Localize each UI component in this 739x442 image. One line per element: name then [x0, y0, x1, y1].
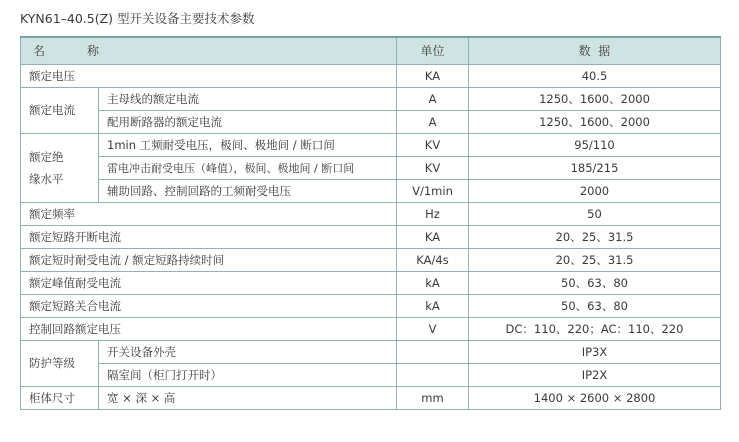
row-label: 额定短路关合电流 [21, 295, 397, 318]
row-sublabel: 1min 工频耐受电压，极间、极地间 / 断口间 [99, 134, 397, 157]
table-row [21, 65, 721, 88]
row-sublabel: 开关设备外壳 [99, 341, 397, 364]
table-row [21, 180, 721, 203]
row-value: 40.5 [469, 65, 721, 88]
row-unit: kA [397, 272, 469, 295]
row-value: 50、63、80 [469, 272, 721, 295]
row-value: IP3X [469, 341, 721, 364]
row-value: 2000 [469, 180, 721, 203]
row-label: 额定短时耐受电流 / 额定短路持续时间 [21, 249, 397, 272]
row-value: 95/110 [469, 134, 721, 157]
row-sublabel: 雷电冲击耐受电压（峰值），极间、极地间 / 断口间 [99, 157, 397, 180]
table-row [21, 341, 721, 364]
row-label: 额定峰值耐受电流 [21, 272, 397, 295]
row-unit: A [397, 111, 469, 134]
table-row [21, 249, 721, 272]
group-label: 柜体尺寸 [21, 387, 99, 410]
row-label: 额定电压 [21, 65, 397, 88]
row-value: 20、25、31.5 [469, 226, 721, 249]
row-value: 20、25、31.5 [469, 249, 721, 272]
table-row [21, 295, 721, 318]
row-unit: KV [397, 134, 469, 157]
table-row [21, 157, 721, 180]
table-row [21, 88, 721, 111]
row-unit: KA [397, 226, 469, 249]
group-label-line-1: 额定绝 [29, 150, 64, 164]
row-value: 50 [469, 203, 721, 226]
row-unit: KA/4s [397, 249, 469, 272]
header-name-char-2: 称 [87, 43, 100, 58]
table-row [21, 272, 721, 295]
spec-table [20, 36, 721, 410]
row-sublabel: 配用断路器的额定电流 [99, 111, 397, 134]
row-unit: KA [397, 65, 469, 88]
table-row [21, 111, 721, 134]
row-sublabel: 主母线的额定电流 [99, 88, 397, 111]
row-value: DC：110、220；AC：110、220 [469, 318, 721, 341]
row-value: IP2X [469, 364, 721, 387]
row-unit: mm [397, 387, 469, 410]
group-label-line-2: 缘水平 [29, 172, 64, 186]
row-unit: V/1min [397, 180, 469, 203]
header-data: 数 据 [469, 37, 721, 65]
row-unit [397, 341, 469, 364]
group-label: 防护等级 [21, 341, 99, 387]
document-title: KYN61–40.5(Z) 型开关设备主要技术参数 [20, 11, 255, 26]
header-name-char-1: 名 [33, 43, 46, 58]
row-unit: KV [397, 157, 469, 180]
row-unit: kA [397, 295, 469, 318]
row-label: 控制回路额定电压 [21, 318, 397, 341]
row-value: 1400 × 2600 × 2800 [469, 387, 721, 410]
row-sublabel: 隔室间（柜门打开时） [99, 364, 397, 387]
row-unit [397, 364, 469, 387]
table-row [21, 226, 721, 249]
table-header-row [21, 37, 721, 65]
row-label: 额定频率 [21, 203, 397, 226]
row-value: 1250、1600、2000 [469, 111, 721, 134]
row-sublabel: 辅助回路、控制回路的工频耐受电压 [99, 180, 397, 203]
row-unit: A [397, 88, 469, 111]
table-row [21, 364, 721, 387]
row-sublabel: 宽 × 深 × 高 [99, 387, 397, 410]
row-value: 1250、1600、2000 [469, 88, 721, 111]
header-name-cell [21, 37, 397, 65]
row-unit: Hz [397, 203, 469, 226]
row-label: 额定短路开断电流 [21, 226, 397, 249]
group-label: 额定电流 [21, 88, 99, 134]
table-row [21, 387, 721, 410]
table-row [21, 318, 721, 341]
group-label [21, 134, 99, 203]
table-row [21, 203, 721, 226]
table-row [21, 134, 721, 157]
row-value: 185/215 [469, 157, 721, 180]
header-unit: 单位 [397, 37, 469, 65]
row-unit: V [397, 318, 469, 341]
row-value: 50、63、80 [469, 295, 721, 318]
